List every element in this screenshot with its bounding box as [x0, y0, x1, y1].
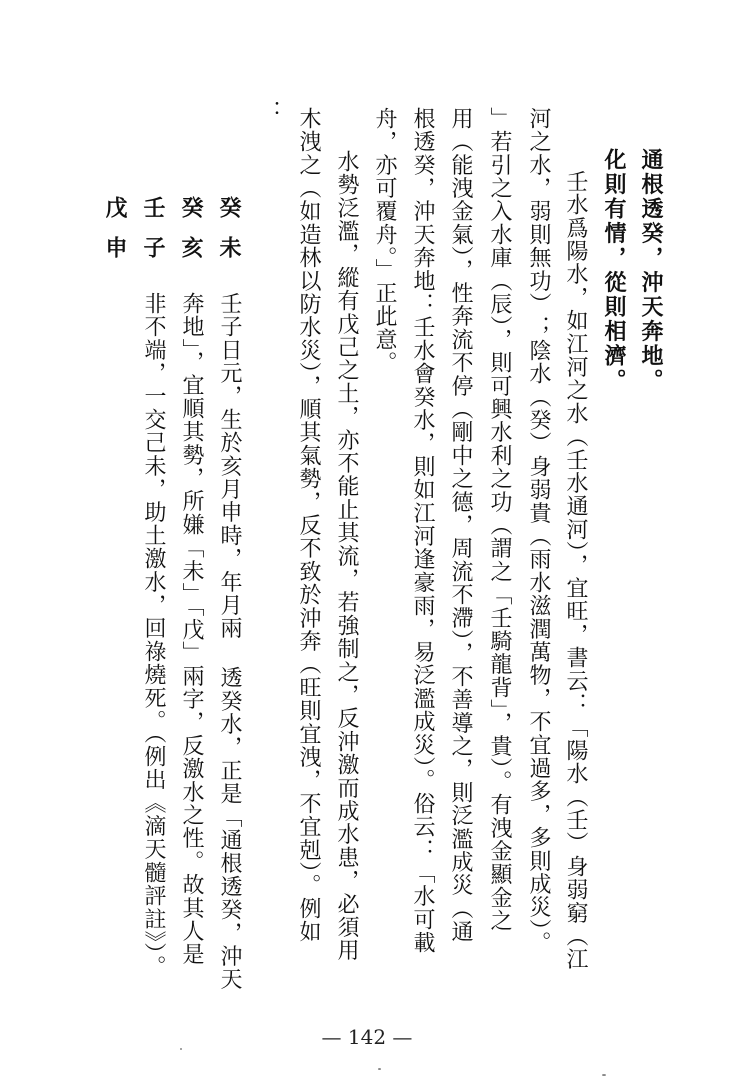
scan-speck — [378, 1068, 381, 1070]
body-column-8: 木洩之（如造林以防水災），順其氣勢，反不致於沖奔（旺則宜洩，不宜剋）。例如 — [296, 107, 321, 944]
scan-speck — [180, 1048, 182, 1050]
pillar-hour-branch: 申 — [102, 236, 128, 276]
body-column-7: 水勢泛濫，縱有戊己之土，亦不能止其流，若強制之，反沖激而成水患，必須用 — [334, 150, 359, 962]
body-column-2: 河之水，弱則無功）；陰水（癸）身弱貴（雨水滋潤萬物，不宜過多，多則成災）。 — [526, 107, 551, 955]
pillar-month — [180, 196, 202, 276]
pillar-month-branch: 亥 — [178, 236, 204, 276]
pillar-hour — [104, 196, 126, 276]
scan-speck — [602, 1074, 606, 1076]
body-column-6: 舟，亦可覆舟。」正此意。 — [372, 107, 397, 375]
commentary-column-3: 非不端，一交己未，助土激水，回祿燒死。（例出《滴天髓評註》）。 — [141, 292, 166, 979]
body-column-9: ： — [257, 100, 282, 125]
body-column-4: 用（能洩金氣），性奔流不停（剛中之德，周流不滯），不善導之，則泛濫成災（通 — [448, 107, 473, 944]
pillar-hour-stem: 戊 — [102, 196, 128, 236]
body-column-3: 」若引之入水庫（辰），則可興水利之功（謂之「壬騎龍背」，貴）。有洩金顯金之 — [487, 107, 512, 933]
pillar-year — [218, 196, 240, 276]
body-column-5: 根透癸，沖天奔地：壬水會癸水，則如江河逢豪雨，易泛濫成災）。俗云：「水可載 — [410, 107, 435, 955]
commentary-column-2: 奔地」，宜順其勢，所嫌「未」「戊」兩字，反激水之性。故其人是 — [179, 292, 204, 966]
pillar-day-branch: 子 — [140, 236, 166, 276]
page-number: — 142 — — [321, 1025, 413, 1049]
heading-line-2: 化則有情，從則相濟。 — [601, 148, 627, 393]
pillar-year-stem: 癸 — [216, 196, 242, 236]
heading-line-1: 通根透癸，沖天奔地。 — [638, 148, 664, 393]
body-column-1: 壬水爲陽水，如江河之水（壬水通河），宜旺，書云：「陽水（壬）身弱窮（江 — [563, 170, 588, 971]
pillar-day-stem: 壬 — [140, 196, 166, 236]
pillar-month-stem: 癸 — [178, 196, 204, 236]
pillar-year-branch: 未 — [216, 236, 242, 276]
pillar-day — [142, 196, 164, 276]
commentary-column-1: 壬子日元，生於亥月申時，年月兩 透癸水，正是「通根透癸，沖天 — [217, 292, 242, 991]
